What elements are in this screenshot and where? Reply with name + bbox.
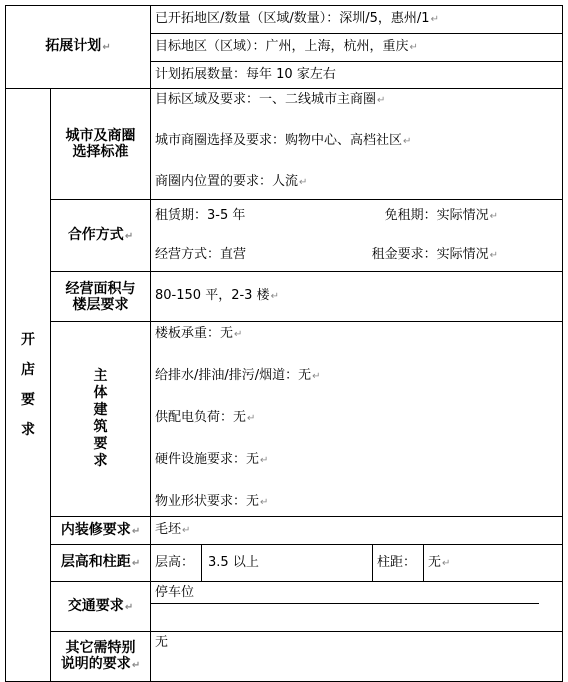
expansion-plan-label: 拓展计划↵ (6, 6, 151, 89)
other-cell: 无 (151, 632, 563, 682)
decoration-cell: 毛坯↵ (151, 517, 563, 545)
store-expansion-table (5, 5, 563, 682)
height-pillar-cell (151, 545, 563, 582)
pillar-value: 无↵ (428, 554, 451, 570)
structure-label: 主 体 建 筑 要 求 (51, 322, 151, 517)
decoration-label: 内装修要求↵ (51, 517, 151, 545)
location-line: 商圈内位置的要求：人流↵ (155, 174, 308, 189)
explored-regions-cell: 已开拓地区/数量（区域/数量）：深圳/5，惠州/1↵ (151, 6, 563, 34)
area-label: 经营面积与 楼层要求 (51, 272, 151, 322)
power-load-line: 供配电负荷：无↵ (155, 410, 256, 425)
cooperation-label: 合作方式↵ (51, 200, 151, 272)
target-regions-cell: 目标地区（区域）：广州，上海，杭州，重庆↵ (151, 34, 563, 62)
free-rent: 免租期：实际情况↵ (384, 207, 499, 223)
structure-cell (151, 322, 563, 517)
height-label: 层高： (151, 545, 202, 581)
rent-requirement: 租金要求：实际情况↵ (371, 246, 499, 262)
business-district-line: 城市商圈选择及要求：购物中心、高档社区↵ (155, 133, 412, 148)
height-pillar-label: 层高和柱距↵ (51, 545, 151, 582)
other-label: 其它需特别 说明的要求↵ (51, 632, 151, 682)
lease-term: 租赁期：3-5 年 (155, 207, 246, 223)
target-area-line: 目标区域及要求：一、二线城市主商圈↵ (155, 92, 386, 107)
floor-load-line: 楼板承重：无↵ (155, 326, 243, 341)
pillar-label: 柱距： (373, 545, 424, 581)
city-criteria-cell (151, 89, 563, 200)
traffic-cell: 停车位 (151, 582, 563, 632)
height-value: 3.5 以上 (202, 545, 373, 581)
operation-mode: 经营方式：直营 (155, 246, 247, 262)
opening-requirements-label: 开 店 要 求 (6, 89, 51, 682)
drainage-line: 给排水/排油/排污/烟道：无↵ (155, 368, 321, 383)
property-shape-line: 物业形状要求：无↵ (155, 494, 269, 509)
city-criteria-label: 城市及商圈 选择标准 (51, 89, 151, 200)
hardware-line: 硬件设施要求：无↵ (155, 452, 269, 467)
traffic-label: 交通要求↵ (51, 582, 151, 632)
area-cell: 80-150 平，2-3 楼↵ (151, 272, 563, 322)
cooperation-cell (151, 200, 563, 272)
planned-count-cell: 计划拓展数量：每年 10 家左右 (151, 62, 563, 89)
